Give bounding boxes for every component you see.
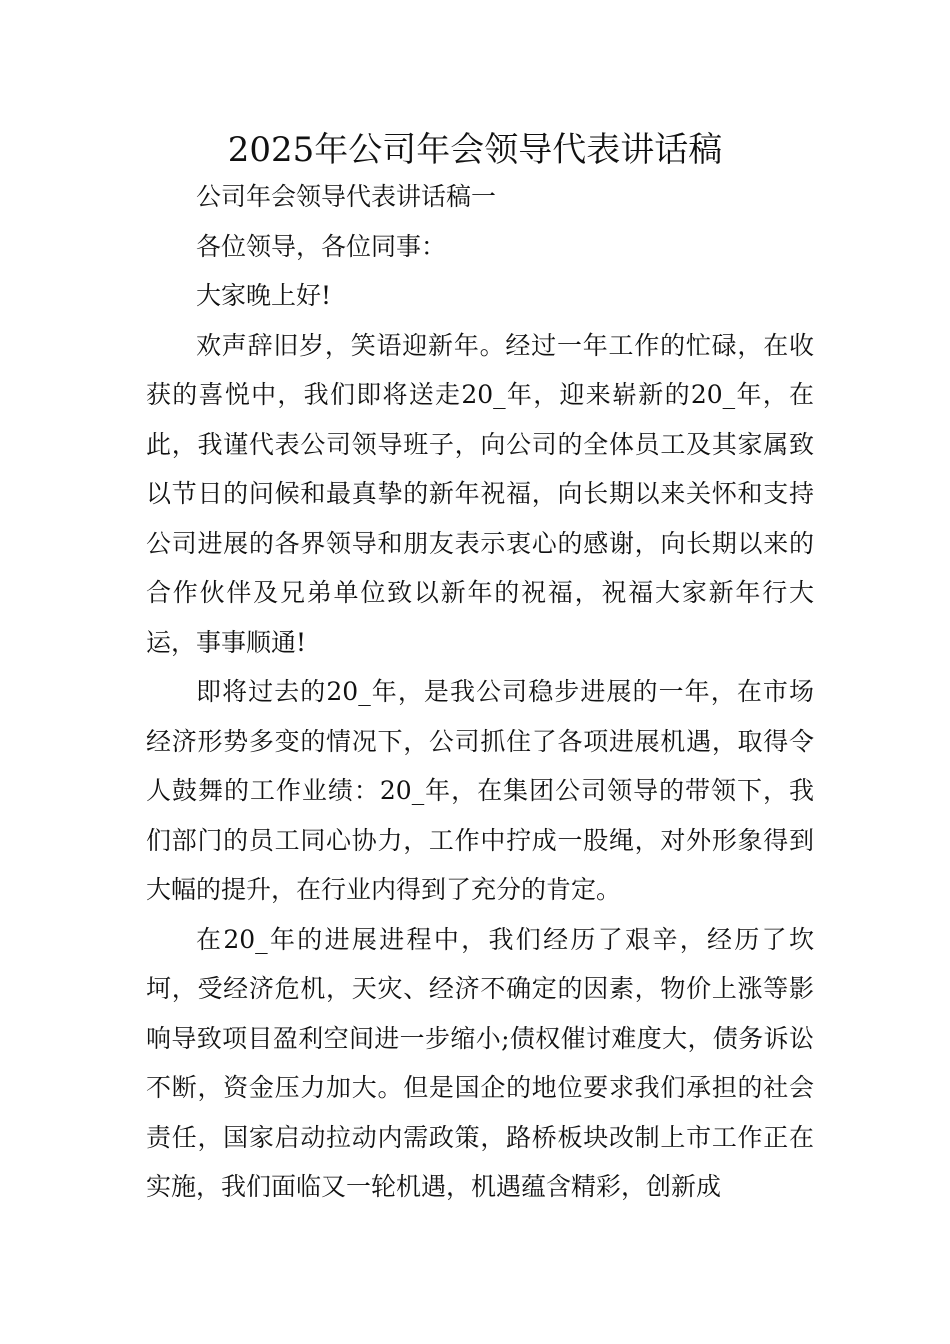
document-title: 2025年公司年会领导代表讲话稿 (227, 130, 723, 170)
document-body (146, 172, 814, 1212)
paragraph-challenges: 在20_年的进展进程中，我们经历了艰辛，经历了坎坷，受经济危机，天灾、经济不确定的因素，物价上涨等影响导致项目盈利空间进一步缩小;债权催讨难度大，债务诉讼不断，资金压力加大。但是国企的地位要求我们承担的社会责任，国家启动拉动内需政策，路桥板块改制上市工作正在实施，我们面临又一轮机遇，机遇蕴含精彩，创新成 (146, 924, 814, 1201)
paragraph-achievements: 即将过去的20_年，是我公司稳步进展的一年，在市场经济形势多变的情况下，公司抓住了各项进展机遇，取得令人鼓舞的工作业绩：20_年，在集团公司领导的带领下，我们部门的员工同心协力，工作中拧成一股绳，对外形象得到大幅的提升，在行业内得到了充分的肯定。 (146, 677, 814, 904)
paragraph-salutation: 各位领导，各位同事： (196, 231, 447, 261)
paragraph-new-year-wishes: 欢声辞旧岁，笑语迎新年。经过一年工作的忙碌，在收获的喜悦中，我们即将送走20_年，迎来崭新的20_年，在此，我谨代表公司领导班子，向公司的全体员工及其家属致以节日的问候和最真挚的新年祝福，向长期以来关怀和支持公司进展的各界领导和朋友表示衷心的感谢，向长期以来的合作伙伴及兄弟单位致以新年的祝福，祝福大家新年行大运，事事顺通! (146, 330, 814, 657)
paragraph-greeting: 大家晚上好! (196, 281, 332, 310)
paragraph-subtitle: 公司年会领导代表讲话稿一 (196, 182, 497, 211)
